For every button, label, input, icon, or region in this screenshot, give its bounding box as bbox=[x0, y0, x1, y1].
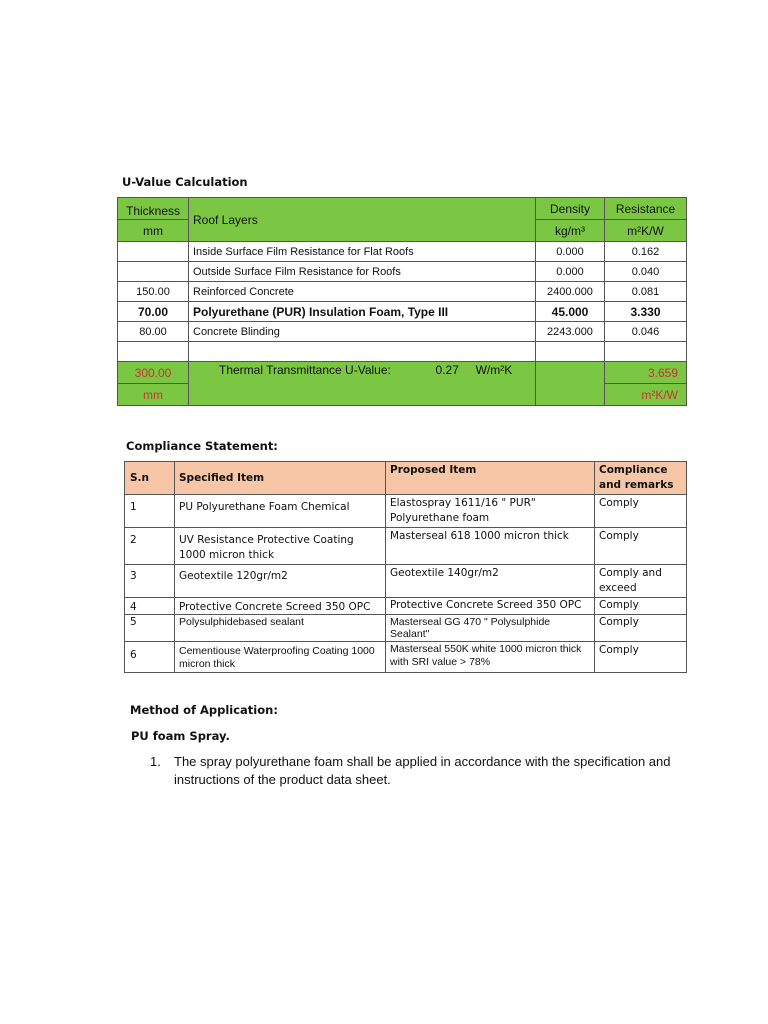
layers-header: Roof Layers bbox=[189, 198, 536, 242]
compliance-row bbox=[125, 565, 687, 598]
method-subtitle: PU foam Spray. bbox=[131, 729, 230, 743]
compliance-row bbox=[125, 615, 687, 642]
row-remarks: Comply and exceed bbox=[595, 565, 687, 598]
resistance-header: Resistance bbox=[605, 198, 687, 220]
row-sn: 6 bbox=[125, 642, 175, 673]
row-sn: 5 bbox=[125, 615, 175, 642]
row-density: 2400.000 bbox=[536, 282, 605, 302]
u-value-label: Thermal Transmittance U-Value: bbox=[219, 363, 391, 377]
uvalue-row bbox=[118, 282, 687, 302]
compliance-row bbox=[125, 642, 687, 673]
row-specified: Geotextile 120gr/m2 bbox=[175, 565, 386, 598]
uvalue-row-highlight bbox=[118, 302, 687, 322]
row-specified: Protective Concrete Screed 350 OPC bbox=[175, 598, 386, 615]
total-thickness-unit: mm bbox=[118, 384, 189, 406]
uvalue-table bbox=[117, 197, 687, 406]
row-resistance: 0.040 bbox=[605, 262, 687, 282]
compliance-header-row bbox=[125, 462, 687, 495]
row-resistance: 0.162 bbox=[605, 242, 687, 262]
uvalue-empty-row bbox=[118, 342, 687, 362]
uvalue-header-row bbox=[118, 198, 687, 220]
step-text: The spray polyurethane foam shall be applied in accordance with the specification and instructions of the product data sheet. bbox=[174, 754, 671, 787]
row-layer: Polyurethane (PUR) Insulation Foam, Type III bbox=[189, 302, 536, 322]
uvalue-row bbox=[118, 262, 687, 282]
row-resistance: 3.330 bbox=[605, 302, 687, 322]
row-specified: UV Resistance Protective Coating 1000 micron thick bbox=[175, 528, 386, 565]
total-resistance: 3.659 bbox=[605, 362, 687, 384]
row-specified: Polysulphidebased sealant bbox=[175, 615, 386, 642]
row-layer: Inside Surface Film Resistance for Flat Roofs bbox=[189, 242, 536, 262]
col-remarks-header: Compliance and remarks bbox=[595, 462, 687, 495]
row-remarks: Comply bbox=[595, 615, 687, 642]
row-remarks: Comply bbox=[595, 642, 687, 673]
compliance-row bbox=[125, 598, 687, 615]
compliance-title: Compliance Statement: bbox=[126, 439, 278, 453]
row-sn: 2 bbox=[125, 528, 175, 565]
row-density: 45.000 bbox=[536, 302, 605, 322]
row-proposed: Geotextile 140gr/m2 bbox=[386, 565, 595, 598]
u-value-unit: W/m²K bbox=[475, 363, 513, 377]
row-thickness: 80.00 bbox=[118, 322, 189, 342]
row-resistance: 0.081 bbox=[605, 282, 687, 302]
col-specified-header: Specified Item bbox=[175, 462, 386, 495]
density-header: Density bbox=[536, 198, 605, 220]
compliance-table bbox=[124, 461, 687, 673]
thickness-header: Thickness bbox=[118, 198, 189, 220]
total-resistance-unit: m²K/W bbox=[605, 384, 687, 406]
row-proposed: Masterseal GG 470 " Polysulphide Sealant" bbox=[386, 615, 595, 642]
row-sn: 1 bbox=[125, 495, 175, 528]
row-proposed: Masterseal 618 1000 micron thick bbox=[386, 528, 595, 565]
total-thickness: 300.00 bbox=[118, 362, 189, 384]
col-sn-header: S.n bbox=[125, 462, 175, 495]
row-sn: 4 bbox=[125, 598, 175, 615]
total-density-empty bbox=[536, 362, 605, 406]
row-resistance: 0.046 bbox=[605, 322, 687, 342]
row-proposed: Elastospray 1611/16 " PUR" Polyurethane foam bbox=[386, 495, 595, 528]
row-layer: Reinforced Concrete bbox=[189, 282, 536, 302]
row-remarks: Comply bbox=[595, 528, 687, 565]
step-number: 1. bbox=[150, 754, 161, 769]
row-thickness: 150.00 bbox=[118, 282, 189, 302]
row-specified: PU Polyurethane Foam Chemical bbox=[175, 495, 386, 528]
row-thickness bbox=[118, 262, 189, 282]
row-density: 0.000 bbox=[536, 242, 605, 262]
compliance-row bbox=[125, 528, 687, 565]
thickness-unit: mm bbox=[118, 220, 189, 242]
compliance-row bbox=[125, 495, 687, 528]
row-density: 2243.000 bbox=[536, 322, 605, 342]
row-layer: Outside Surface Film Resistance for Roofs bbox=[189, 262, 536, 282]
u-value-cell bbox=[189, 362, 536, 406]
u-value-number: 0.27 bbox=[435, 363, 459, 377]
row-sn: 3 bbox=[125, 565, 175, 598]
row-density: 0.000 bbox=[536, 262, 605, 282]
row-thickness: 70.00 bbox=[118, 302, 189, 322]
row-proposed: Masterseal 550K white 1000 micron thick with SRI value > 78% bbox=[386, 642, 595, 673]
uvalue-title: U-Value Calculation bbox=[122, 175, 248, 189]
row-remarks: Comply bbox=[595, 598, 687, 615]
uvalue-row bbox=[118, 322, 687, 342]
row-thickness bbox=[118, 242, 189, 262]
row-remarks: Comply bbox=[595, 495, 687, 528]
row-layer: Concrete Blinding bbox=[189, 322, 536, 342]
row-specified: Cementiouse Waterproofing Coating 1000 micron thick bbox=[175, 642, 386, 673]
density-unit: kg/m³ bbox=[536, 220, 605, 242]
uvalue-total-row bbox=[118, 362, 687, 384]
row-proposed: Protective Concrete Screed 350 OPC bbox=[386, 598, 595, 615]
method-title: Method of Application: bbox=[130, 703, 278, 717]
resistance-unit: m²K/W bbox=[605, 220, 687, 242]
uvalue-row bbox=[118, 242, 687, 262]
col-proposed-header: Proposed Item bbox=[386, 462, 595, 495]
